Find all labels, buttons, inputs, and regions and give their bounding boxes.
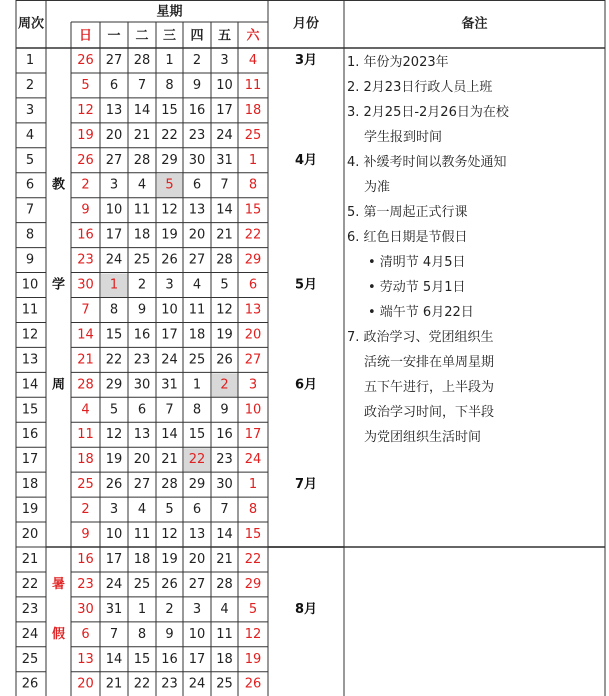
day-cell: 27 (244, 352, 262, 368)
day-cell: 30 (77, 601, 94, 617)
day-cell: 22 (133, 676, 151, 692)
week-number: 26 (21, 676, 39, 692)
day-cell: 15 (161, 102, 178, 118)
header-weekday: 四 (190, 28, 204, 44)
day-cell: 22 (161, 127, 178, 143)
note-line: 6. 红色日期是节假日 (347, 230, 468, 245)
week-number: 9 (25, 252, 35, 268)
day-cell: 14 (105, 651, 123, 667)
day-cell: 15 (133, 651, 151, 667)
day-cell: 26 (161, 252, 178, 268)
day-cell: 2 (137, 277, 147, 293)
day-cell: 24 (188, 676, 206, 692)
day-cell: 11 (133, 527, 151, 543)
day-cell: 8 (192, 402, 202, 418)
day-cell: 18 (244, 102, 262, 118)
day-cell: 9 (192, 77, 202, 93)
day-cell: 8 (109, 302, 119, 318)
note-line: 学生报到时间 (364, 130, 443, 145)
day-cell: 2 (220, 377, 229, 393)
day-cell: 10 (161, 302, 178, 318)
day-cell: 13 (77, 651, 94, 667)
day-cell: 24 (216, 127, 233, 143)
day-cell: 18 (133, 227, 151, 243)
month-label: 7月 (294, 477, 318, 493)
day-cell: 12 (105, 427, 123, 443)
day-cell: 21 (133, 127, 151, 143)
week-number: 16 (21, 427, 39, 443)
day-cell: 1 (137, 601, 147, 617)
day-cell: 23 (216, 452, 233, 468)
day-cell: 3 (220, 52, 229, 68)
day-cell: 12 (244, 626, 262, 642)
week-number: 21 (21, 551, 39, 567)
day-cell: 3 (109, 502, 119, 518)
day-cell: 14 (216, 202, 233, 218)
day-cell: 29 (161, 152, 178, 168)
header-weekday: 一 (107, 28, 121, 44)
header-weekday: 日 (78, 28, 93, 44)
month-label: 5月 (294, 277, 318, 293)
day-cell: 2 (192, 52, 202, 68)
week-number: 4 (25, 127, 35, 143)
day-cell: 4 (248, 52, 258, 68)
day-cell: 4 (81, 402, 90, 418)
day-cell: 31 (105, 601, 123, 617)
day-cell: 1 (165, 52, 174, 68)
day-cell: 24 (244, 452, 262, 468)
day-cell: 7 (165, 402, 174, 418)
day-cell: 14 (161, 427, 178, 443)
day-cell: 14 (216, 527, 233, 543)
day-cell: 16 (77, 551, 94, 567)
week-number: 15 (21, 402, 39, 418)
month-label: 8月 (294, 601, 318, 617)
week-number: 19 (21, 502, 39, 518)
day-cell: 12 (161, 527, 178, 543)
week-number: 1 (25, 52, 35, 68)
day-cell: 6 (81, 626, 90, 642)
note-line: 1. 年份为2023年 (347, 55, 449, 70)
day-cell: 29 (244, 252, 262, 268)
day-cell: 7 (81, 302, 90, 318)
day-cell: 15 (244, 527, 262, 543)
day-cell: 31 (161, 377, 178, 393)
day-cell: 31 (216, 152, 233, 168)
day-cell: 1 (109, 277, 119, 293)
day-cell: 23 (77, 252, 94, 268)
day-cell: 23 (188, 127, 206, 143)
header-weekday: 三 (162, 28, 177, 44)
day-cell: 30 (133, 377, 151, 393)
day-cell: 9 (81, 202, 90, 218)
note-line: • 清明节 4月5日 (368, 255, 466, 270)
day-cell: 18 (188, 327, 206, 343)
header-notes: 备注 (461, 16, 488, 32)
day-cell: 26 (244, 676, 262, 692)
day-cell: 11 (188, 302, 206, 318)
day-cell: 6 (248, 277, 258, 293)
week-number: 18 (21, 477, 39, 493)
day-cell: 11 (216, 626, 233, 642)
day-cell: 13 (188, 527, 206, 543)
day-cell: 27 (188, 252, 206, 268)
header-week: 周次 (17, 16, 45, 32)
note-line: 活统一安排在单周星期 (364, 355, 495, 370)
day-cell: 8 (248, 502, 258, 518)
day-cell: 15 (105, 327, 123, 343)
month-label: 3月 (294, 52, 318, 68)
day-cell: 5 (248, 601, 258, 617)
day-cell: 25 (77, 477, 94, 493)
day-cell: 20 (188, 227, 206, 243)
week-number: 7 (25, 202, 35, 218)
day-cell: 8 (165, 77, 174, 93)
day-cell: 14 (133, 102, 151, 118)
day-cell: 25 (188, 352, 206, 368)
header-month: 月份 (292, 16, 320, 32)
day-cell: 23 (161, 676, 178, 692)
day-cell: 8 (137, 626, 147, 642)
week-number: 14 (21, 377, 39, 393)
day-cell: 20 (244, 327, 262, 343)
day-cell: 10 (188, 626, 206, 642)
day-cell: 30 (216, 477, 233, 493)
day-cell: 16 (188, 102, 206, 118)
day-cell: 26 (77, 152, 94, 168)
day-cell: 28 (77, 377, 94, 393)
day-cell: 17 (105, 227, 123, 243)
day-cell: 18 (216, 651, 233, 667)
day-cell: 27 (188, 576, 206, 592)
day-cell: 10 (105, 202, 123, 218)
header-weekday: 二 (135, 28, 149, 44)
day-cell: 26 (105, 477, 123, 493)
day-cell: 4 (137, 502, 147, 518)
day-cell: 5 (220, 277, 229, 293)
day-cell: 23 (133, 352, 151, 368)
day-cell: 7 (137, 77, 147, 93)
day-cell: 7 (109, 626, 119, 642)
day-cell: 28 (133, 52, 151, 68)
day-cell: 29 (188, 477, 206, 493)
day-cell: 13 (244, 302, 262, 318)
day-cell: 19 (216, 327, 233, 343)
day-cell: 15 (244, 202, 262, 218)
day-cell: 1 (248, 477, 258, 493)
week-number: 13 (21, 352, 39, 368)
section-label-teaching: 学 (51, 277, 66, 293)
day-cell: 22 (105, 352, 123, 368)
day-cell: 20 (133, 452, 151, 468)
day-cell: 11 (244, 77, 262, 93)
day-cell: 25 (216, 676, 233, 692)
day-cell: 10 (105, 527, 123, 543)
week-number: 12 (21, 327, 39, 343)
week-number: 5 (25, 152, 35, 168)
day-cell: 16 (77, 227, 94, 243)
week-number: 6 (25, 177, 35, 193)
day-cell: 13 (188, 202, 206, 218)
section-label-teaching: 周 (51, 377, 66, 393)
day-cell: 27 (133, 477, 151, 493)
day-cell: 30 (77, 277, 94, 293)
header-weekday: 六 (246, 28, 260, 44)
day-cell: 19 (105, 452, 123, 468)
week-number: 20 (21, 527, 39, 543)
day-cell: 5 (81, 77, 90, 93)
day-cell: 18 (77, 452, 94, 468)
day-cell: 24 (105, 252, 123, 268)
note-line: 4. 补缓考时间以教务处通知 (347, 155, 507, 170)
day-cell: 6 (192, 177, 202, 193)
day-cell: 9 (81, 527, 90, 543)
day-cell: 20 (77, 676, 94, 692)
day-cell: 21 (77, 352, 94, 368)
day-cell: 5 (165, 502, 174, 518)
week-number: 25 (21, 651, 39, 667)
day-cell: 21 (216, 227, 233, 243)
day-cell: 5 (109, 402, 119, 418)
day-cell: 28 (161, 477, 178, 493)
week-number: 22 (21, 576, 39, 592)
note-line: 5. 第一周起正式行课 (347, 205, 468, 220)
day-cell: 3 (109, 177, 119, 193)
day-cell: 14 (77, 327, 94, 343)
day-cell: 2 (81, 177, 90, 193)
day-cell: 30 (188, 152, 206, 168)
day-cell: 12 (77, 102, 94, 118)
day-cell: 17 (244, 427, 262, 443)
day-cell: 17 (161, 327, 178, 343)
day-cell: 23 (77, 576, 94, 592)
day-cell: 11 (133, 202, 151, 218)
day-cell: 9 (220, 402, 229, 418)
note-line: • 劳动节 5月1日 (368, 280, 466, 295)
day-cell: 4 (220, 601, 229, 617)
day-cell: 21 (161, 452, 178, 468)
day-cell: 8 (248, 177, 258, 193)
week-number: 2 (25, 77, 35, 93)
day-cell: 9 (137, 302, 147, 318)
section-label-teaching: 教 (51, 177, 66, 193)
day-cell: 24 (105, 576, 123, 592)
day-cell: 6 (109, 77, 119, 93)
day-cell: 29 (105, 377, 123, 393)
note-line: 为准 (364, 180, 391, 195)
note-line: 为党团组织生活时间 (364, 430, 482, 445)
day-cell: 21 (216, 551, 233, 567)
day-cell: 15 (188, 427, 206, 443)
section-label-vacation: 假 (51, 626, 66, 642)
day-cell: 16 (133, 327, 151, 343)
week-number: 3 (25, 102, 35, 118)
day-cell: 6 (137, 402, 147, 418)
day-cell: 27 (105, 52, 123, 68)
month-label: 4月 (294, 152, 318, 168)
week-number: 8 (25, 227, 35, 243)
week-number: 11 (21, 302, 39, 318)
month-label: 6月 (294, 377, 318, 393)
week-number: 10 (21, 277, 39, 293)
day-cell: 18 (133, 551, 151, 567)
day-cell: 20 (188, 551, 206, 567)
day-cell: 19 (77, 127, 94, 143)
day-cell: 1 (192, 377, 202, 393)
note-line: • 端午节 6月22日 (368, 305, 474, 320)
day-cell: 28 (216, 252, 233, 268)
header-weekday: 五 (217, 28, 232, 44)
day-cell: 19 (161, 551, 178, 567)
day-cell: 28 (133, 152, 151, 168)
day-cell: 10 (216, 77, 233, 93)
day-cell: 28 (216, 576, 233, 592)
day-cell: 7 (220, 177, 229, 193)
day-cell: 19 (161, 227, 178, 243)
day-cell: 2 (165, 601, 174, 617)
week-number: 23 (21, 601, 39, 617)
day-cell: 4 (192, 277, 202, 293)
note-line: 五下午进行，上半段为 (364, 380, 495, 395)
day-cell: 3 (165, 277, 174, 293)
day-cell: 17 (105, 551, 123, 567)
day-cell: 22 (244, 551, 262, 567)
day-cell: 25 (244, 127, 262, 143)
day-cell: 25 (133, 252, 151, 268)
day-cell: 24 (161, 352, 178, 368)
week-number: 24 (21, 626, 39, 642)
day-cell: 3 (248, 377, 258, 393)
week-number: 17 (21, 452, 39, 468)
note-line: 政治学习时间，下半段 (364, 405, 495, 420)
day-cell: 26 (216, 352, 233, 368)
day-cell: 11 (77, 427, 94, 443)
day-cell: 5 (165, 177, 174, 193)
day-cell: 2 (81, 502, 90, 518)
day-cell: 22 (188, 452, 206, 468)
day-cell: 26 (161, 576, 178, 592)
day-cell: 12 (216, 302, 233, 318)
day-cell: 27 (105, 152, 123, 168)
day-cell: 4 (137, 177, 147, 193)
day-cell: 10 (244, 402, 262, 418)
day-cell: 26 (77, 52, 94, 68)
day-cell: 25 (133, 576, 151, 592)
note-line: 7. 政治学习、党团组织生 (347, 330, 494, 345)
day-cell: 9 (165, 626, 174, 642)
day-cell: 13 (133, 427, 151, 443)
day-cell: 12 (161, 202, 178, 218)
day-cell: 7 (220, 502, 229, 518)
day-cell: 16 (216, 427, 233, 443)
day-cell: 13 (105, 102, 123, 118)
note-line: 2. 2月23日行政人员上班 (347, 80, 493, 95)
day-cell: 19 (244, 651, 262, 667)
day-cell: 17 (216, 102, 233, 118)
day-cell: 6 (192, 502, 202, 518)
note-line: 3. 2月25日-2月26日为在校 (347, 105, 509, 120)
day-cell: 29 (244, 576, 262, 592)
day-cell: 22 (244, 227, 262, 243)
day-cell: 20 (105, 127, 123, 143)
day-cell: 21 (105, 676, 123, 692)
day-cell: 16 (161, 651, 178, 667)
day-cell: 17 (188, 651, 206, 667)
day-cell: 3 (192, 601, 202, 617)
day-cell: 1 (248, 152, 258, 168)
section-label-vacation: 暑 (51, 576, 66, 592)
header-weekday-title: 星期 (156, 4, 183, 20)
